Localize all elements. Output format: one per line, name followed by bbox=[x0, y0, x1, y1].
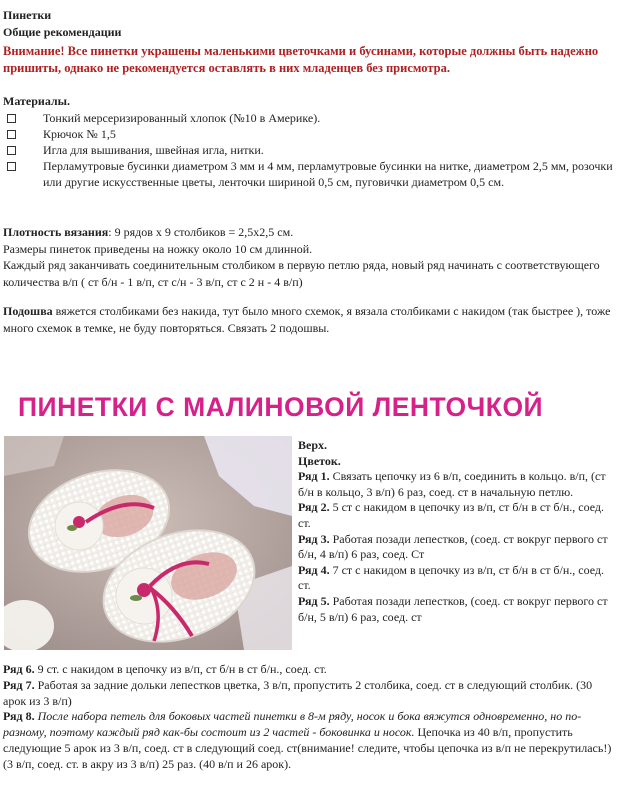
materials-list bbox=[3, 110, 613, 190]
list-item: Ряд 4. 7 ст с накидом в цепочку из в/п, ст б/н в ст б/н., соед. ст. bbox=[298, 562, 605, 593]
page-title: Пинетки bbox=[3, 8, 52, 22]
list-item: Крючок № 1,5 bbox=[3, 126, 613, 142]
list-item: Ряд 6. 9 ст. с накидом в цепочку из в/п, ст б/н в ст б/н., соед. ст. bbox=[3, 662, 327, 676]
list-item: Ряд 1. Связать цепочку из 6 в/п, соединить в кольцо. в/п, (ст б/н в кольцо, 3 в/п) 6 раз, соед. ст в начальную петлю. bbox=[298, 469, 606, 499]
top-heading: Верх. bbox=[298, 438, 328, 452]
booties-photo bbox=[4, 436, 292, 650]
checkbox-bullet-icon bbox=[7, 114, 16, 123]
materials-heading: Материалы. bbox=[3, 94, 71, 108]
list-item: Ряд 2. 5 ст с накидом в цепочку из в/п, ст б/н в ст б/н., соед. ст. bbox=[298, 500, 605, 530]
density-paragraph bbox=[3, 224, 613, 290]
checkbox-bullet-icon bbox=[7, 130, 16, 139]
list-item: Ряд 5. Работая позади лепестков, (соед. ст вокруг первого ст б/н, 5 в/п) 6 раз, соед. ст bbox=[298, 593, 608, 624]
sole-label: Подошва bbox=[3, 304, 53, 318]
checkbox-bullet-icon bbox=[7, 162, 16, 171]
density-text: : 9 рядов х 9 столбиков = 2,5х2,5 см. bbox=[108, 225, 294, 239]
booties-illustration bbox=[4, 436, 292, 650]
row-rule-note: Каждый ряд заканчивать соединительным столбиком в первую петлю ряда, новый ряд начинать с соответствующего количества в/п ( ст б/н - 1 в/п, ст с/н - 3 в/п, ст с 2 н - 4 в/п) bbox=[3, 258, 600, 289]
warning-paragraph bbox=[3, 43, 610, 77]
bottom-instructions bbox=[3, 662, 613, 773]
list-item: Тонкий мерсеризированный хлопок (№10 в Америке). bbox=[3, 110, 613, 126]
list-item: Ряд 7. Работая за задние дольки лепестков цветка, 3 в/п, пропустить 2 столбика, соед. ст в следующий столбик. (30 арок из 3 в/п) bbox=[3, 677, 593, 708]
pattern-title: ПИНЕТКИ С МАЛИНОВОЙ ЛЕНТОЧКОЙ bbox=[18, 392, 544, 422]
checkbox-bullet-icon bbox=[7, 146, 16, 155]
density-label: Плотность вязания bbox=[3, 225, 109, 239]
section-subtitle: Общие рекомендации bbox=[3, 25, 122, 39]
warning-text: Все пинетки украшены маленькими цветочками и бусинами, которые должны быть надежно пришиты, однако не рекомендуется оставлять в них младенцев без присмотра. bbox=[3, 44, 599, 75]
sole-paragraph bbox=[3, 303, 613, 336]
list-item: Ряд 3. Работая позади лепестков, (соед. ст вокруг первого ст б/н, 4 в/п) 6 раз, соед. Ст bbox=[298, 531, 608, 562]
top-part-instructions bbox=[298, 438, 613, 625]
flower-heading: Цветок. bbox=[298, 453, 341, 468]
sole-text: вяжется столбиками без накида, тут было много схемок, я вязала столбиками с накидом (так быстрее ), тоже много схемок в темке, не буду повторяться. Связать 2 подошвы. bbox=[3, 304, 611, 335]
warning-label: Внимание! bbox=[3, 44, 65, 58]
list-item: Ряд 8. После набора петель для боковых частей пинетки в 8-м ряду, носок и бока вяжутся одновременно, но по-разному, поэтому каждый ряд как-бы состоит из 2 частей - боковинка и носок. Цепочка из 40 в/п, пропустить следующие 5 арок из 3 в/п, соед. ст в следующий соед. ст(внимание! следите, чтобы цепочка из в/п не перекрутилась!) (3 в/п, соед. ст. в акру из 3 в/п) 25 раз. (40 в/п и 26 арок). bbox=[3, 709, 612, 771]
size-note: Размеры пинеток приведены на ножку около 10 см длинной. bbox=[3, 241, 313, 256]
list-item: Перламутровые бусинки диаметром 3 мм и 4 мм, перламутровые бусинки на нитке, диаметром 2,5 мм, розочки или другие искусственные цветы, ленточки шириной 0,5 см, пуговички диаметром 0,5 см. bbox=[3, 158, 613, 190]
list-item: Игла для вышивания, швейная игла, нитки. bbox=[3, 142, 613, 158]
